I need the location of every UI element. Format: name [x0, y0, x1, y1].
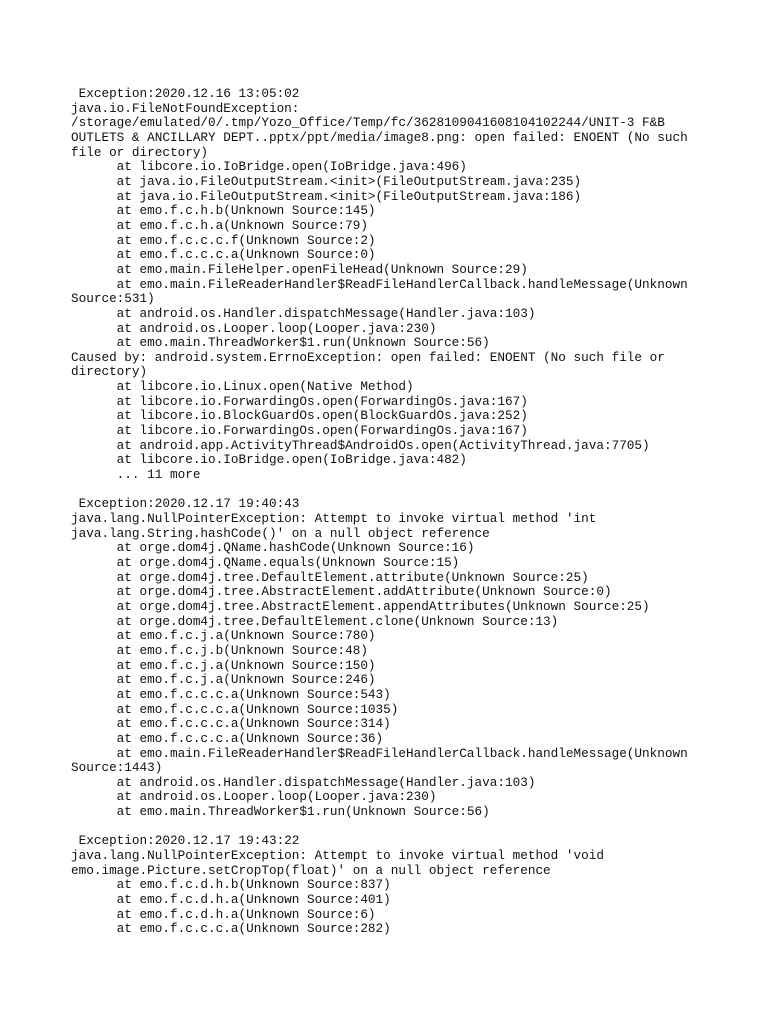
log-line: at android.os.Handler.dispatchMessage(Handler.java:103)	[71, 774, 536, 790]
log-line: at orge.dom4j.QName.hashCode(Unknown Source:16)	[71, 540, 475, 556]
log-line: at emo.f.c.c.c.a(Unknown Source:0)	[71, 247, 376, 263]
log-line: at java.io.FileOutputStream.<init>(FileOutputStream.java:235)	[71, 173, 582, 189]
log-line: at libcore.io.Linux.open(Native Method)	[71, 379, 414, 395]
log-line: at emo.f.c.d.h.a(Unknown Source:6)	[71, 906, 376, 922]
log-line: java.lang.NullPointerException: Attempt to invoke virtual method 'void	[71, 848, 604, 864]
log-line: java.lang.NullPointerException: Attempt to invoke virtual method 'int	[71, 511, 597, 527]
log-line: at emo.main.ThreadWorker$1.run(Unknown Source:56)	[71, 335, 490, 351]
log-line: at emo.f.c.d.h.a(Unknown Source:401)	[71, 892, 391, 908]
log-line: at libcore.io.IoBridge.open(IoBridge.java:482)	[71, 452, 467, 468]
log-line: at android.app.ActivityThread$AndroidOs.open(ActivityThread.java:7705)	[71, 437, 650, 453]
log-line: at libcore.io.BlockGuardOs.open(BlockGuardOs.java:252)	[71, 408, 528, 424]
exception-log	[71, 87, 761, 937]
log-line: at java.io.FileOutputStream.<init>(FileOutputStream.java:186)	[71, 188, 582, 204]
log-line: directory)	[71, 364, 148, 380]
log-line: at android.os.Looper.loop(Looper.java:230)	[71, 789, 437, 805]
log-line: at orge.dom4j.QName.equals(Unknown Source:15)	[71, 554, 460, 570]
log-line: at orge.dom4j.tree.AbstractElement.appendAttributes(Unknown Source:25)	[71, 598, 650, 614]
log-line: at emo.f.c.c.c.a(Unknown Source:314)	[71, 716, 391, 732]
log-line: ... 11 more	[71, 467, 201, 483]
log-line: at emo.main.FileHelper.openFileHead(Unknown Source:29)	[71, 261, 528, 277]
log-line: at emo.f.c.h.a(Unknown Source:79)	[71, 217, 368, 233]
log-line: java.lang.String.hashCode()' on a null object reference	[71, 525, 490, 541]
log-line: at emo.f.c.c.c.a(Unknown Source:1035)	[71, 701, 399, 717]
log-line: emo.image.Picture.setCropTop(float)' on a null object reference	[71, 862, 551, 878]
log-line: OUTLETS & ANCILLARY DEPT..pptx/ppt/media/image8.png: open failed: ENOENT (No such	[71, 129, 688, 145]
log-line: at libcore.io.ForwardingOs.open(ForwardingOs.java:167)	[71, 393, 528, 409]
log-line: at emo.main.FileReaderHandler$ReadFileHandlerCallback.handleMessage(Unknown	[71, 745, 688, 761]
log-line: Exception:2020.12.17 19:40:43	[71, 496, 300, 512]
log-line: Caused by: android.system.ErrnoException: open failed: ENOENT (No such file or	[71, 349, 665, 365]
log-line: at emo.f.c.h.b(Unknown Source:145)	[71, 203, 376, 219]
log-line: Source:1443)	[71, 760, 163, 776]
log-line: at emo.main.FileReaderHandler$ReadFileHandlerCallback.handleMessage(Unknown	[71, 276, 688, 292]
log-line: at emo.f.c.j.a(Unknown Source:780)	[71, 628, 376, 644]
log-line: at orge.dom4j.tree.DefaultElement.clone(Unknown Source:13)	[71, 613, 559, 629]
log-line: at emo.f.c.d.h.b(Unknown Source:837)	[71, 877, 391, 893]
log-line: at orge.dom4j.tree.AbstractElement.addAttribute(Unknown Source:0)	[71, 584, 612, 600]
log-line: at orge.dom4j.tree.DefaultElement.attribute(Unknown Source:25)	[71, 569, 589, 585]
log-line: at emo.main.ThreadWorker$1.run(Unknown Source:56)	[71, 804, 490, 820]
log-line: at emo.f.c.j.a(Unknown Source:150)	[71, 657, 376, 673]
log-line: Exception:2020.12.16 13:05:02	[71, 86, 300, 101]
log-line: at emo.f.c.j.a(Unknown Source:246)	[71, 672, 376, 688]
log-line: at emo.f.c.c.c.a(Unknown Source:543)	[71, 686, 391, 702]
log-line: at emo.f.c.c.c.f(Unknown Source:2)	[71, 232, 376, 248]
log-line: at emo.f.c.c.c.a(Unknown Source:36)	[71, 730, 384, 746]
log-line: Source:531)	[71, 291, 155, 307]
log-line	[71, 820, 761, 835]
log-line: at libcore.io.ForwardingOs.open(ForwardingOs.java:167)	[71, 423, 528, 439]
log-line: at emo.f.c.c.c.a(Unknown Source:282)	[71, 921, 391, 937]
log-line: file or directory)	[71, 144, 209, 160]
log-line: at libcore.io.IoBridge.open(IoBridge.java:496)	[71, 159, 467, 175]
log-line: Exception:2020.12.17 19:43:22	[71, 833, 300, 849]
log-line: at android.os.Looper.loop(Looper.java:230)	[71, 320, 437, 336]
log-line: at emo.f.c.j.b(Unknown Source:48)	[71, 642, 368, 658]
log-line: java.io.FileNotFoundException:	[71, 100, 300, 116]
log-line: at android.os.Handler.dispatchMessage(Handler.java:103)	[71, 305, 536, 321]
log-line	[71, 483, 761, 498]
log-line: /storage/emulated/0/.tmp/Yozo_Office/Temp/fc/3628109041608104102244/UNIT-3 F&B	[71, 115, 665, 131]
